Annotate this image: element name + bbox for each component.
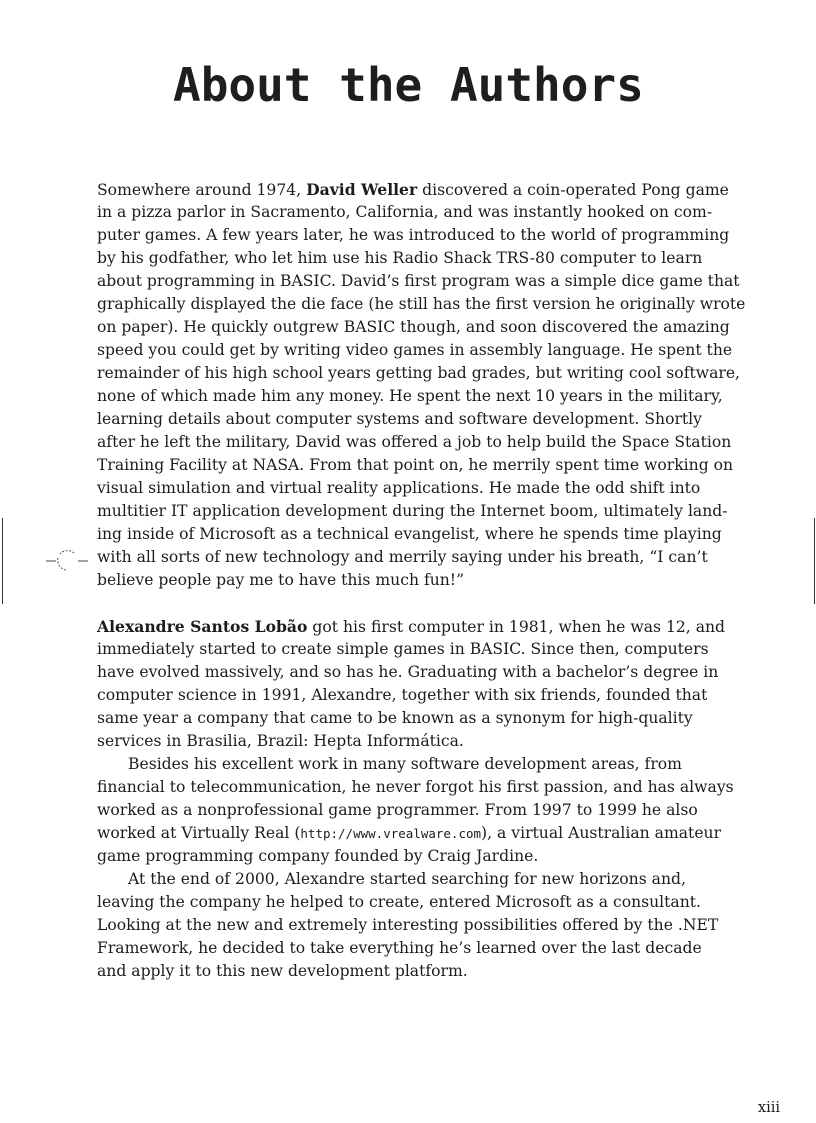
bio-alexandre-santos-lobao: Alexandre Santos Lobão got his first computer in 1981, when he was 12, and immediately started to create simple games in BASIC. Since then, computers have evolved massively, and so has he. Graduating with a bachelor’s degree in computer science in 1991, Alexandre, together with six friends, founded that same year a company that came to be known as a synonym for high-quality services in Brasilia, Brazil: Hepta Informática. Besides his excellent work in many software development areas, from financial to telecommunication, he never forgot his first passion, and has always worked as a nonprofessional game programmer. From 1997 to 1999 he also worked at Virtually Real (http://www.vrealware.com), a virtual Australian amateur game programming company founded by Craig Jardine. At the end of 2000, Alexandre started searching for new horizons and, leaving the company he helped to create, entered Microsoft as a consultant. Looking at the new and extremely interesting possibilities offered by the .NET Framework, he decided to take everything he’s learned over the last decade and apply it to this new development platform. [97,617,734,980]
author-bios [97,178,746,983]
bio-david-weller: Somewhere around 1974, David Weller discovered a coin-operated Pong game in a pizza parlor in Sacramento, California, and was instantly hooked on com- puter games. A few years later, he was introduced to the world of programming by his godfather, who let him use his Radio Shack TRS-80 computer to learn about programming in BASIC. David’s first program was a simple dice game that graphically displayed the die face (he still has the first version he originally wrote on paper). He quickly outgrew BASIC though, and soon discovered the amazing speed you could get by writing video games in assembly language. He spent the remainder of his high school years getting bad grades, but writing cool software, none of which made him any money. He spent the next 10 years in the military, learning details about computer systems and software development. Shortly after he left the military, David was offered a job to help build the Space Station Training Facility at NASA. From that point on, he merrily spent time working on visual simulation and virtual reality applications. He made the odd shift into multitier IT application development during the Internet boom, ultimately land- ing inside of Microsoft as a technical evangelist, where he spends time playing with all sorts of new technology and merrily saying under his breath, “I can’t believe people pay me to have this much fun!” [97,180,746,589]
crop-mark-right [814,518,815,604]
author-name: Alexandre Santos Lobão [97,617,308,636]
vrealware-url: http://www.vrealware.com [300,826,482,841]
page-title: About the Authors [173,58,644,112]
page-number: xiii [757,1100,780,1116]
crop-mark-left [2,518,3,604]
registration-mark-icon [44,548,90,574]
author-name: David Weller [306,180,418,199]
